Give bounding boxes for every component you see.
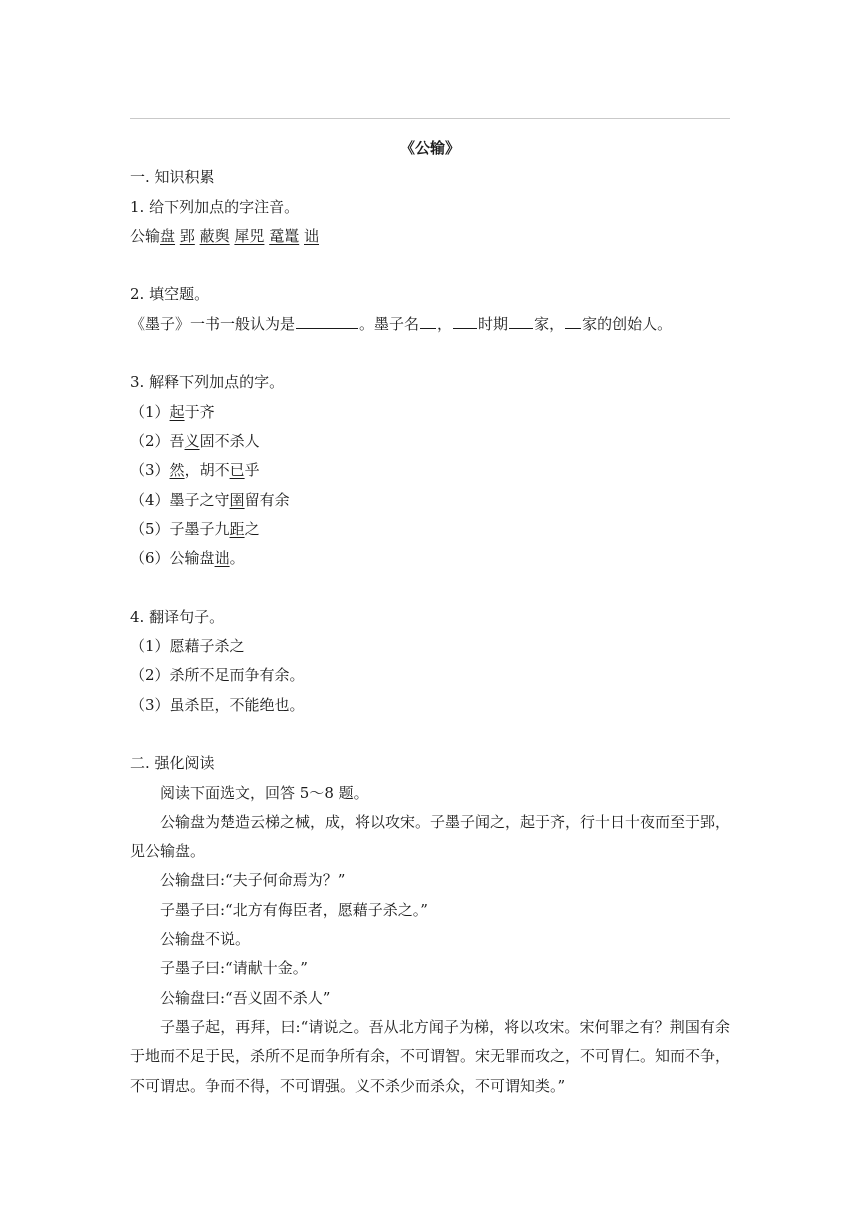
reading-intro: 阅读下面选文，回答 5～8 题。 bbox=[160, 783, 369, 802]
fill-blank[interactable] bbox=[296, 313, 358, 329]
q3-item: （2）吾义固不杀人 bbox=[130, 431, 260, 450]
document-body bbox=[130, 134, 730, 1101]
section2-heading: 二. 强化阅读 bbox=[130, 754, 215, 773]
passage-paragraph: 子墨子曰:“北方有侮臣者，愿藉子杀之。” bbox=[160, 900, 428, 919]
q3-item: （5）子墨子九距之 bbox=[130, 519, 260, 538]
q2-text: 《墨子》一书一般认为是 bbox=[130, 314, 296, 333]
section1-heading: 一. 知识积累 bbox=[130, 168, 215, 187]
passage-paragraph: 公输盘不说。 bbox=[160, 930, 251, 949]
passage-paragraph: 子墨子曰:“请献十金。” bbox=[160, 959, 308, 978]
q1-word: 诎 bbox=[304, 226, 320, 245]
q2-text: 家的创始人。 bbox=[582, 314, 673, 333]
q4-item: （3）虽杀臣，不能绝也。 bbox=[130, 695, 305, 714]
q2-fill-sentence bbox=[130, 310, 730, 339]
fill-blank[interactable] bbox=[453, 313, 477, 329]
q1-words bbox=[130, 222, 730, 251]
q3-prompt: 3. 解释下列加点的字。 bbox=[130, 373, 285, 392]
header-rule bbox=[130, 118, 730, 119]
fill-blank[interactable] bbox=[565, 313, 581, 329]
q2-text: 家， bbox=[534, 314, 565, 333]
fill-blank[interactable] bbox=[509, 313, 533, 329]
passage-paragraph: 公输盘为楚造云梯之械，成，将以攻宋。子墨子闻之，起于齐，行十日十夜而至于郢，见公输盘。 bbox=[130, 812, 731, 861]
fill-blank[interactable] bbox=[420, 313, 436, 329]
document-title: 《公输》 bbox=[399, 139, 460, 157]
passage-paragraph: 公输盘曰:“夫子何命焉为？” bbox=[160, 871, 346, 890]
q3-item: （6）公输盘诎。 bbox=[130, 549, 245, 568]
q1-word: 盘 bbox=[160, 226, 176, 245]
q1-word: 郢 bbox=[179, 226, 195, 245]
q2-text: 时期 bbox=[478, 314, 509, 333]
q1-prompt: 1. 给下列加点的字注音。 bbox=[130, 197, 300, 216]
q3-item: （1）起于齐 bbox=[130, 402, 215, 421]
q1-lead: 公输 bbox=[130, 226, 161, 245]
q1-word: 蔽舆 bbox=[199, 226, 230, 245]
q1-word: 鼋鼍 bbox=[269, 226, 300, 245]
passage-paragraph: 公输盘曰:“吾义固不杀人” bbox=[160, 988, 331, 1007]
q4-prompt: 4. 翻译句子。 bbox=[130, 607, 225, 626]
q4-item: （1）愿藉子杀之 bbox=[130, 637, 245, 656]
q4-item: （2）杀所不足而争有余。 bbox=[130, 666, 305, 685]
q3-item: （3）然，胡不已乎 bbox=[130, 461, 260, 480]
q1-word: 犀兕 bbox=[234, 226, 265, 245]
q2-text: 。墨子名 bbox=[359, 314, 420, 333]
q2-text: ， bbox=[437, 314, 453, 333]
q3-item: （4）墨子之守圉留有余 bbox=[130, 490, 290, 509]
passage-paragraph: 子墨子起，再拜，曰:“请说之。吾从北方闻子为梯，将以攻宋。宋何罪之有？荆国有余于地而不足于民，杀所不足而争所有余，不可谓智。宋无罪而攻之，不可胃仁。知而不争，不可谓忠。争而不得，不可谓强。义不杀少而杀众，不可谓知类。” bbox=[130, 1017, 731, 1095]
q2-prompt: 2. 填空题。 bbox=[130, 285, 210, 304]
